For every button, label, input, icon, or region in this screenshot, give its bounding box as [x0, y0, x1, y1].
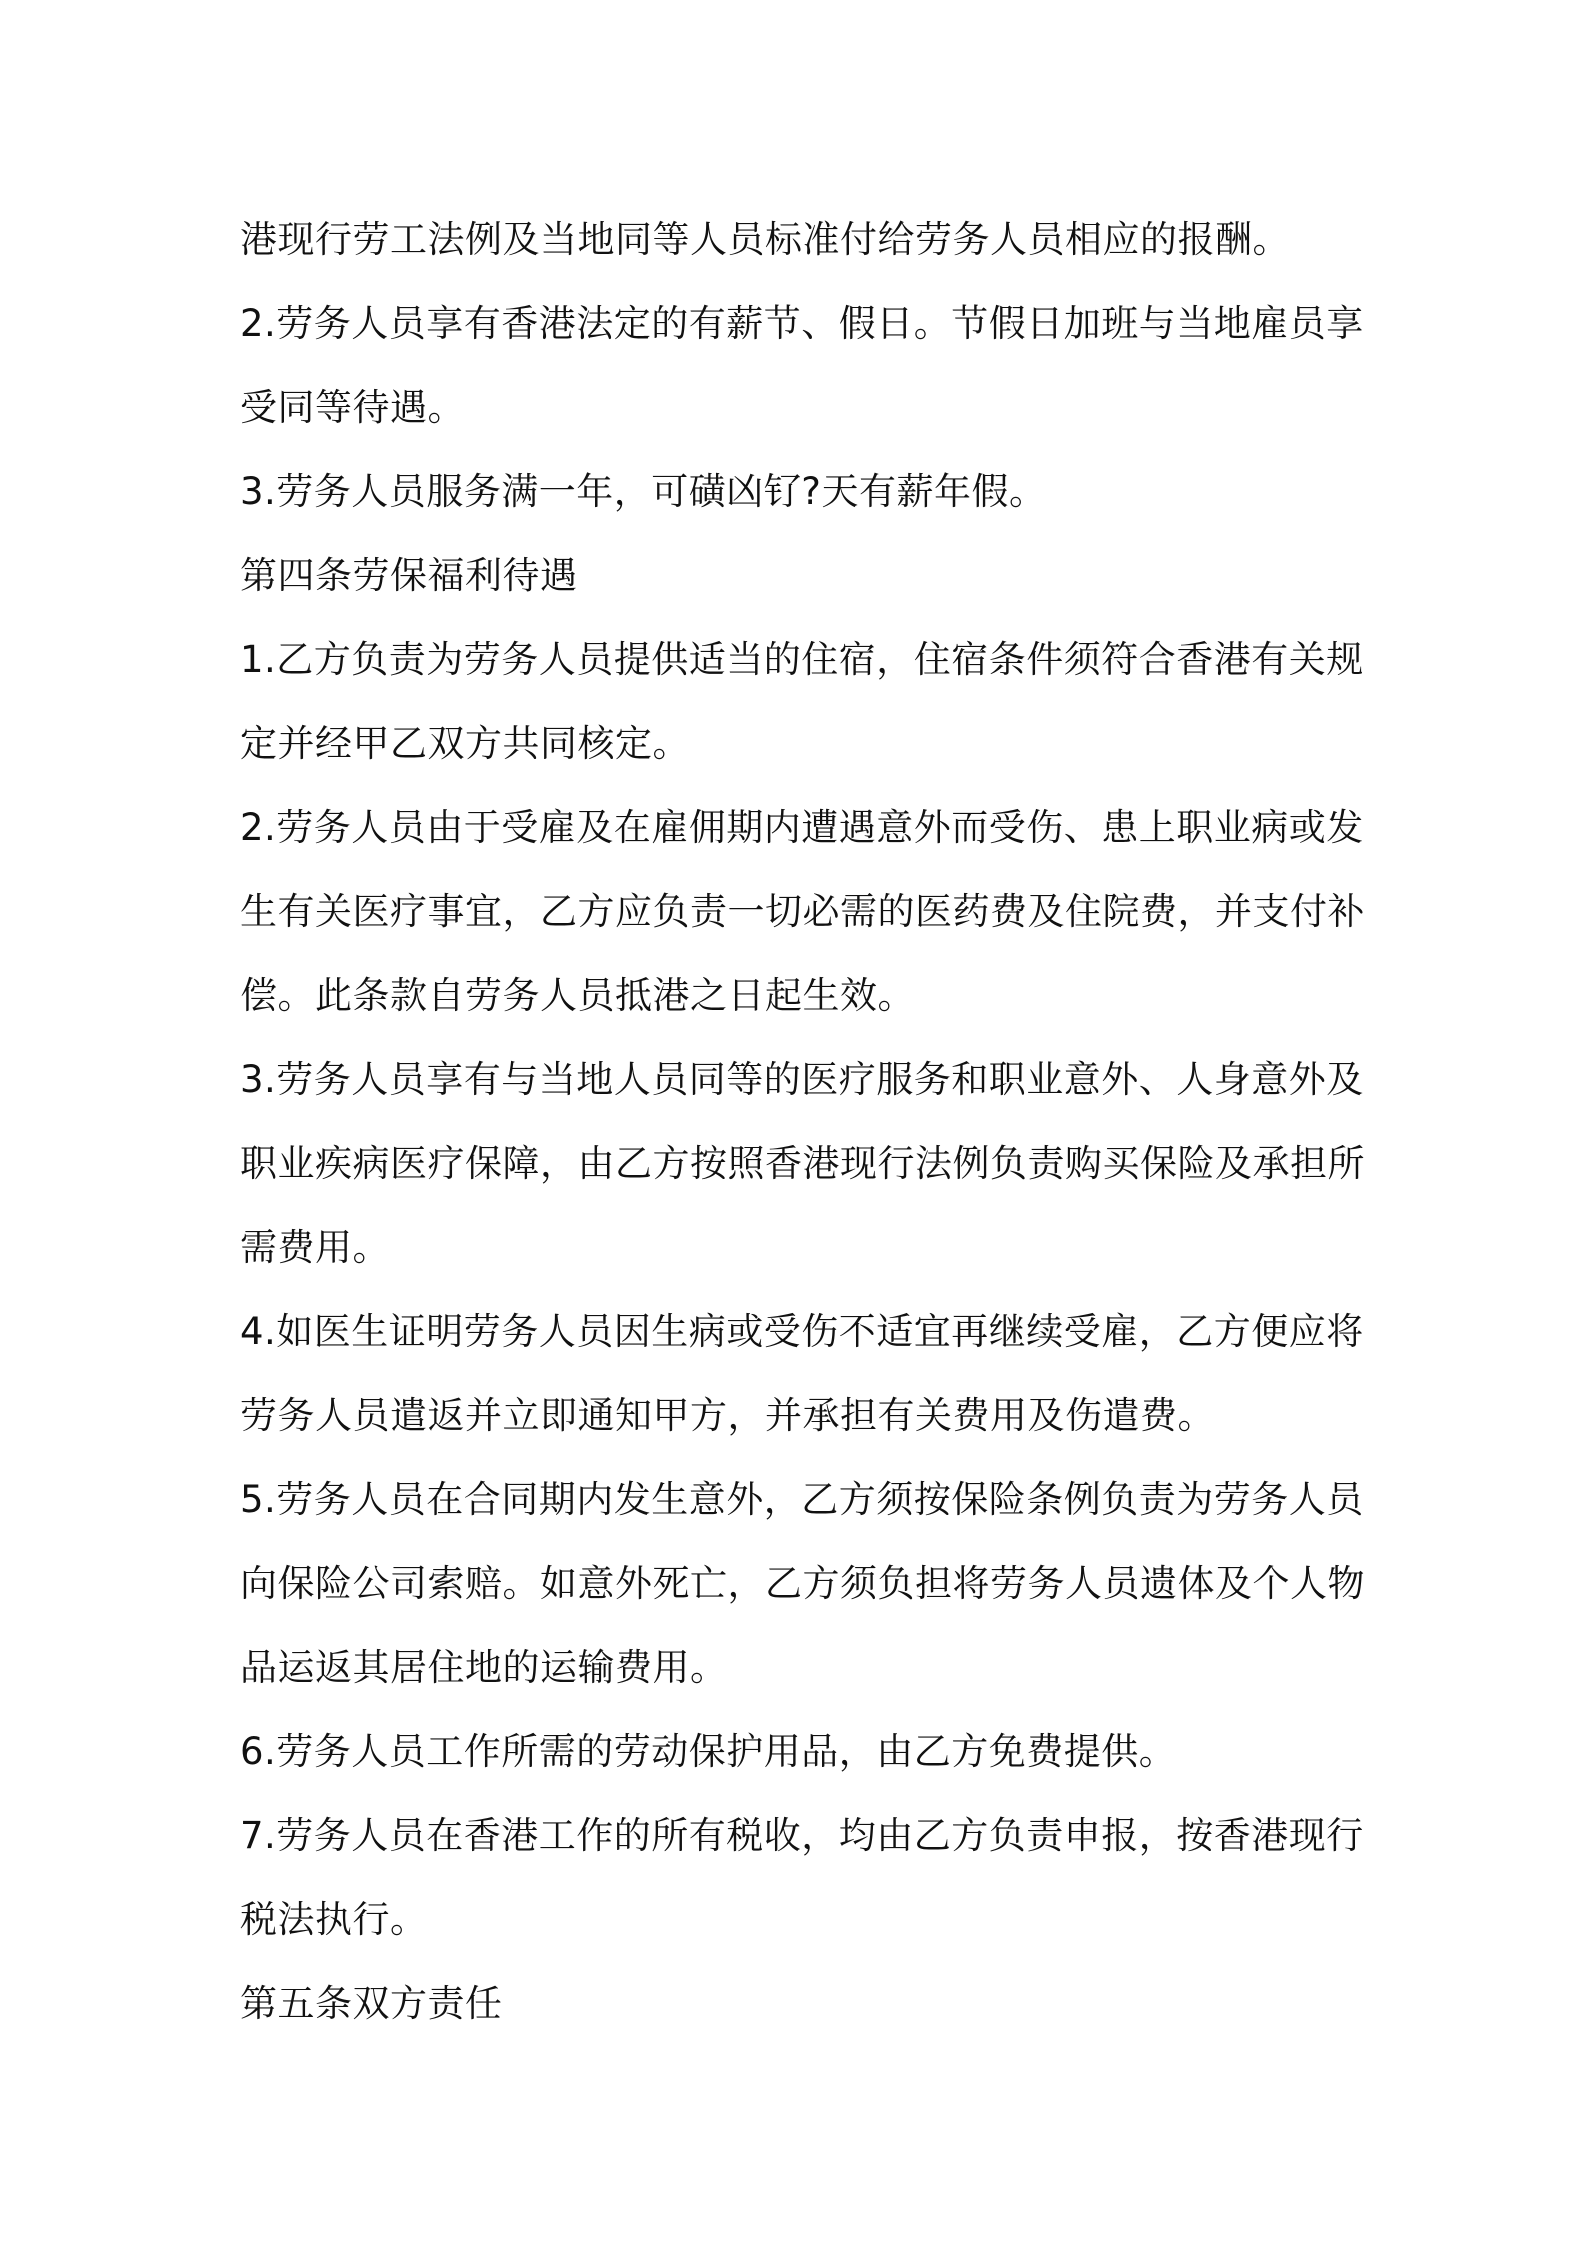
- text-line: 2.劳务人员由于受雇及在雇佣期内遭遇意外而受伤、患上职业病或发: [240, 806, 1364, 849]
- text-line: 品运返其居住地的运输费用。: [240, 1646, 728, 1689]
- text-line: 劳务人员遣返并立即通知甲方，并承担有关费用及伤遣费。: [240, 1394, 1215, 1437]
- document-body: [240, 198, 1365, 2046]
- text-line: 职业疾病医疗保障，由乙方按照香港现行法例负责购买保险及承担所: [240, 1142, 1365, 1185]
- text-line: 生有关医疗事宜，乙方应负责一切必需的医药费及住院费，并支付补: [240, 890, 1365, 933]
- text-line: 3.劳务人员享有与当地人员同等的医疗服务和职业意外、人身意外及: [240, 1058, 1364, 1101]
- text-line: 偿。此条款自劳务人员抵港之日起生效。: [240, 974, 915, 1017]
- text-line: 1.乙方负责为劳务人员提供适当的住宿，住宿条件须符合香港有关规: [240, 638, 1364, 681]
- text-line: 2.劳务人员享有香港法定的有薪节、假日。节假日加班与当地雇员享: [240, 302, 1364, 345]
- section-heading: 第五条双方责任: [240, 1982, 503, 2025]
- text-line: 3.劳务人员服务满一年，可磺凶钌?天有薪年假。: [240, 470, 1047, 513]
- section-heading: 第四条劳保福利待遇: [240, 554, 578, 597]
- text-line: 需费用。: [240, 1226, 390, 1269]
- text-line: 4.如医生证明劳务人员因生病或受伤不适宜再继续受雇，乙方便应将: [240, 1310, 1364, 1353]
- text-line: 港现行劳工法例及当地同等人员标准付给劳务人员相应的报酬。: [240, 218, 1290, 261]
- text-line: 7.劳务人员在香港工作的所有税收，均由乙方负责申报，按香港现行: [240, 1814, 1364, 1857]
- text-line: 5.劳务人员在合同期内发生意外，乙方须按保险条例负责为劳务人员: [240, 1478, 1364, 1521]
- text-line: 定并经甲乙双方共同核定。: [240, 722, 690, 765]
- text-line: 6.劳务人员工作所需的劳动保护用品，由乙方免费提供。: [240, 1730, 1177, 1773]
- text-line: 受同等待遇。: [240, 386, 465, 429]
- text-line: 向保险公司索赔。如意外死亡，乙方须负担将劳务人员遗体及个人物: [240, 1562, 1365, 1605]
- text-line: 税法执行。: [240, 1898, 428, 1941]
